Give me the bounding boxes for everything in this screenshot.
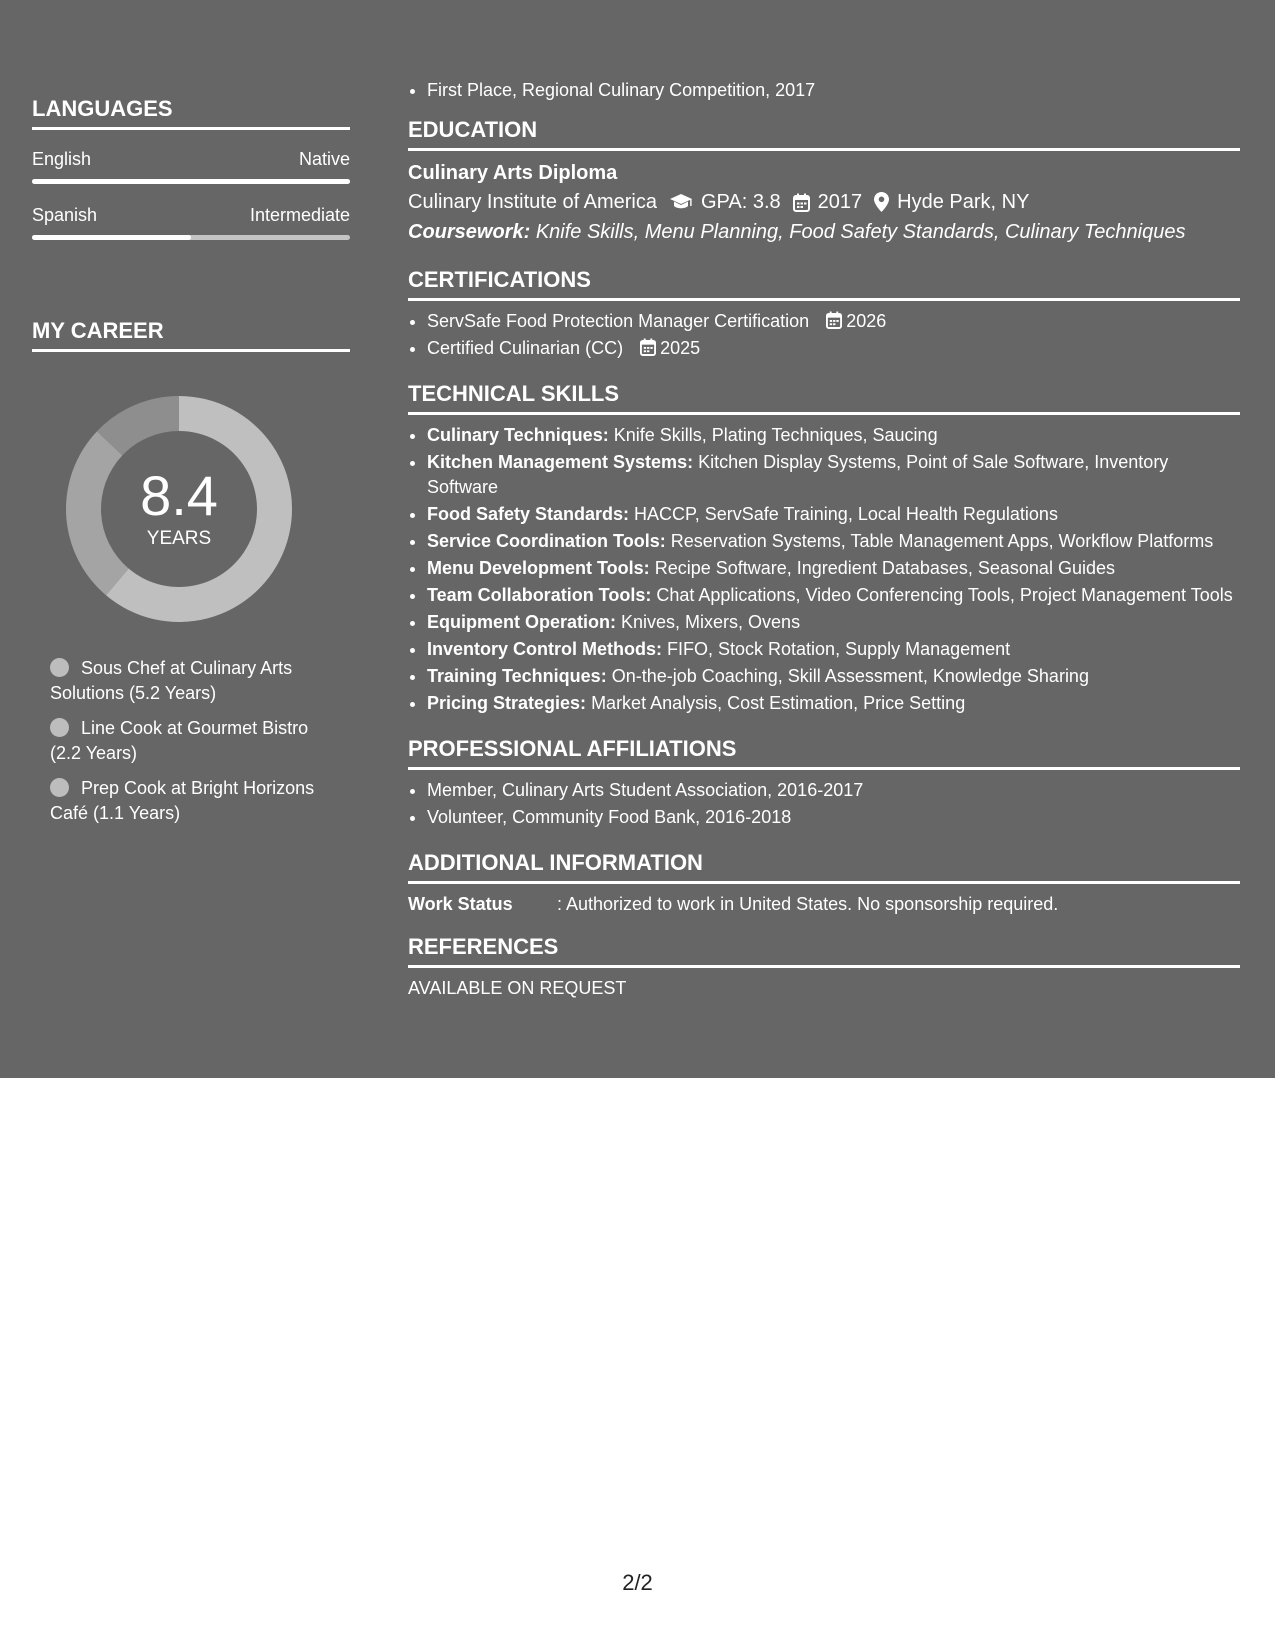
skill-item <box>427 610 1240 635</box>
map-pin-icon <box>874 192 889 212</box>
certification-year: 2025 <box>660 338 701 358</box>
certification-name: Certified Culinarian (CC) <box>427 338 624 358</box>
certification-item <box>427 336 1240 361</box>
career-legend-item <box>50 656 340 706</box>
legend-dot-icon <box>50 658 69 677</box>
language-level: Intermediate <box>249 205 350 225</box>
education-details <box>408 187 1240 217</box>
donut-center <box>64 394 294 624</box>
award-item: • First Place, Regional Culinary Competition, 2017 <box>427 78 1240 103</box>
career-total-unit: YEARS <box>146 528 212 549</box>
skill-value: On-the-job Coaching, Skill Assessment, Knowledge Sharing <box>611 666 1089 686</box>
affiliations-title: PROFESSIONAL AFFILIATIONS <box>408 736 1240 770</box>
career-legend-label: Prep Cook at Bright Horizons Café (1.1 Years) <box>50 778 315 823</box>
language-proficiency-bar <box>32 235 350 240</box>
skill-item <box>427 664 1240 689</box>
skill-label: Food Safety Standards: <box>427 504 630 524</box>
work-status-value: : Authorized to work in United States. No sponsorship required. <box>557 894 1059 914</box>
legend-dot-icon <box>50 718 69 737</box>
page-number: 2/2 <box>622 1570 653 1595</box>
career-legend-item <box>50 776 340 826</box>
skills-title: TECHNICAL SKILLS <box>408 381 1240 415</box>
skill-value: Knife Skills, Plating Techniques, Saucing <box>613 425 938 445</box>
language-name: Spanish <box>32 205 98 225</box>
career-legend <box>50 656 350 826</box>
skill-item <box>427 502 1240 527</box>
skill-value: Knives, Mixers, Ovens <box>621 612 801 632</box>
graduation-cap-icon <box>669 193 693 211</box>
career-donut-chart <box>64 394 294 624</box>
skill-label: Training Techniques: <box>427 666 607 686</box>
certifications-list <box>408 309 1240 361</box>
skill-label: Equipment Operation: <box>427 612 616 632</box>
skill-item <box>427 423 1240 448</box>
skill-value: HACCP, ServSafe Training, Local Health Regulations <box>634 504 1058 524</box>
left-column <box>32 96 350 836</box>
skill-value: Reservation Systems, Table Management Apps, Workflow Platforms <box>670 531 1214 551</box>
additional-info-title: ADDITIONAL INFORMATION <box>408 850 1240 884</box>
awards-list <box>408 78 1240 103</box>
certification-year: 2026 <box>846 311 887 331</box>
skill-label: Service Coordination Tools: <box>427 531 666 551</box>
skill-value: Recipe Software, Ingredient Databases, Seasonal Guides <box>654 558 1115 578</box>
career-legend-label: Line Cook at Gourmet Bistro (2.2 Years) <box>50 718 309 763</box>
skill-label: Kitchen Management Systems: <box>427 452 694 472</box>
skill-label: Pricing Strategies: <box>427 693 587 713</box>
language-level: Native <box>298 149 350 169</box>
language-proficiency-bar <box>32 179 350 184</box>
skill-item <box>427 529 1240 554</box>
skill-label: Inventory Control Methods: <box>427 639 662 659</box>
work-status-label: Work Status <box>408 894 513 914</box>
skill-label: Menu Development Tools: <box>427 558 650 578</box>
skill-value: Market Analysis, Cost Estimation, Price Setting <box>591 693 966 713</box>
calendar-icon <box>793 193 810 212</box>
languages-title: LANGUAGES <box>32 96 350 130</box>
skill-value: FIFO, Stock Rotation, Supply Management <box>667 639 1011 659</box>
certification-item <box>427 309 1240 334</box>
affiliation-item: • Volunteer, Community Food Bank, 2016-2018 <box>427 805 1240 830</box>
skill-label: Team Collaboration Tools: <box>427 585 652 605</box>
skill-value: Chat Applications, Video Conferencing Tools, Project Management Tools <box>656 585 1233 605</box>
skill-item <box>427 583 1240 608</box>
language-item <box>32 204 350 240</box>
calendar-icon <box>826 311 842 329</box>
skill-label: Culinary Techniques: <box>427 425 609 445</box>
education-degree: Culinary Arts Diploma <box>408 162 618 184</box>
career-total-value: 8.4 <box>140 464 218 527</box>
education-title: EDUCATION <box>408 117 1240 151</box>
references-title: REFERENCES <box>408 934 1240 968</box>
career-legend-label: Sous Chef at Culinary Arts Solutions (5.2 Years) <box>50 658 293 703</box>
skill-value: Kitchen Display Systems, Point of Sale Software, Inventory Software <box>427 452 1169 497</box>
career-title: MY CAREER <box>32 318 350 352</box>
work-status-row <box>408 892 1240 916</box>
skill-item <box>427 691 1240 716</box>
language-proficiency-fill <box>32 235 191 240</box>
language-name: English <box>32 149 92 169</box>
coursework-label: Coursework: <box>408 221 531 243</box>
education-school: Culinary Institute of America <box>408 191 657 213</box>
affiliations-list <box>408 778 1240 830</box>
coursework-value: Knife Skills, Menu Planning, Food Safety Standards, Culinary Techniques <box>535 221 1186 243</box>
certification-name: ServSafe Food Protection Manager Certification <box>427 311 810 331</box>
calendar-icon <box>640 338 656 356</box>
language-item <box>32 148 350 184</box>
certifications-title: CERTIFICATIONS <box>408 267 1240 301</box>
legend-dot-icon <box>50 778 69 797</box>
skill-item <box>427 637 1240 662</box>
education-gpa: GPA: 3.8 <box>701 191 781 213</box>
education-location: Hyde Park, NY <box>897 191 1030 213</box>
education-year: 2017 <box>817 191 863 213</box>
language-proficiency-fill <box>32 179 350 184</box>
skill-item <box>427 450 1240 500</box>
references-text: AVAILABLE ON REQUEST <box>408 978 627 998</box>
skills-list <box>408 423 1240 716</box>
education-coursework <box>408 217 1240 247</box>
career-legend-item <box>50 716 340 766</box>
right-column <box>408 78 1240 1000</box>
affiliation-item: • Member, Culinary Arts Student Association, 2016-2017 <box>427 778 1240 803</box>
skill-item <box>427 556 1240 581</box>
